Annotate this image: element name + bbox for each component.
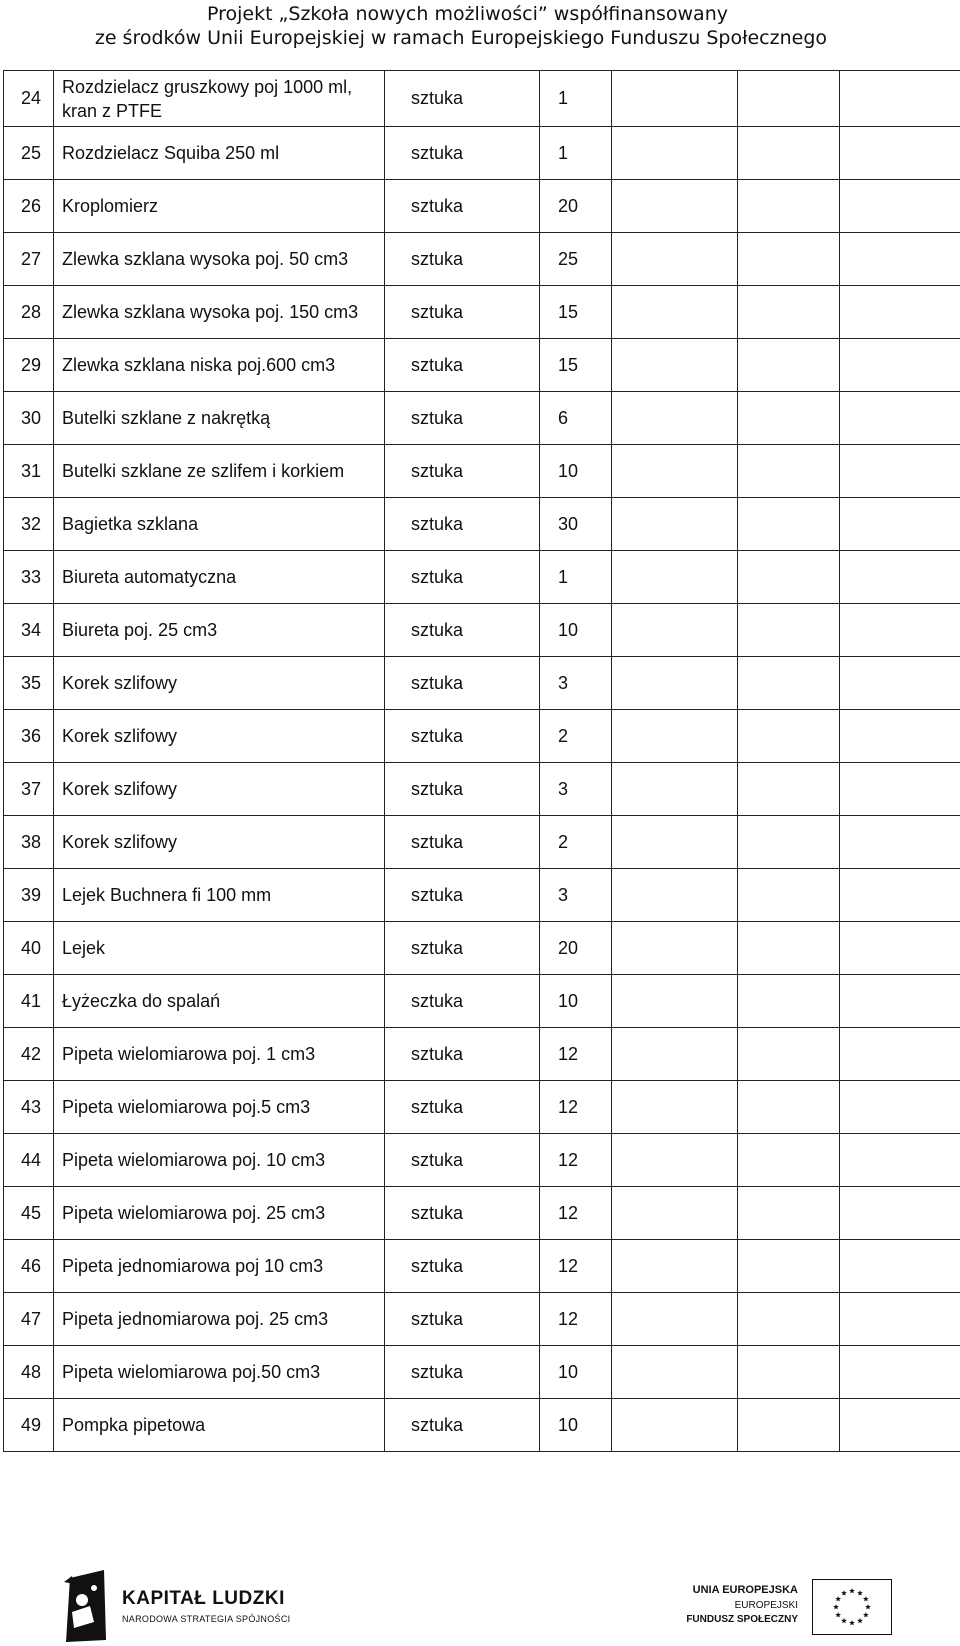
empty-cell: [612, 604, 738, 657]
item-quantity: 25: [540, 233, 612, 286]
empty-cell: [738, 975, 840, 1028]
item-unit: sztuka: [385, 392, 540, 445]
item-quantity: 1: [540, 551, 612, 604]
table-row: [4, 127, 960, 180]
item-number: 46: [4, 1240, 54, 1293]
table-row: [4, 922, 960, 975]
eu-flag-icon: [812, 1579, 892, 1635]
empty-cell: [840, 1028, 960, 1081]
item-number: 33: [4, 551, 54, 604]
table-row: [4, 657, 960, 710]
item-number: 42: [4, 1028, 54, 1081]
item-name: Pipeta jednomiarowa poj. 25 cm3: [54, 1293, 385, 1346]
empty-cell: [840, 763, 960, 816]
empty-cell: [840, 1134, 960, 1187]
item-unit: sztuka: [385, 1187, 540, 1240]
empty-cell: [840, 498, 960, 551]
empty-cell: [612, 127, 738, 180]
table-row: [4, 816, 960, 869]
empty-cell: [612, 392, 738, 445]
kapital-ludzki-title: KAPITAŁ LUDZKI: [122, 1588, 285, 1609]
item-name: Biureta poj. 25 cm3: [54, 604, 385, 657]
empty-cell: [840, 339, 960, 392]
empty-cell: [840, 922, 960, 975]
item-quantity: 3: [540, 763, 612, 816]
item-quantity: 12: [540, 1293, 612, 1346]
item-name: Korek szlifowy: [54, 763, 385, 816]
item-name: Korek szlifowy: [54, 816, 385, 869]
item-quantity: 1: [540, 127, 612, 180]
empty-cell: [612, 1028, 738, 1081]
empty-cell: [612, 1187, 738, 1240]
empty-cell: [738, 1293, 840, 1346]
empty-cell: [738, 922, 840, 975]
item-name: Zlewka szklana niska poj.600 cm3: [54, 339, 385, 392]
item-quantity: 2: [540, 710, 612, 763]
item-name: Zlewka szklana wysoka poj. 150 cm3: [54, 286, 385, 339]
empty-cell: [840, 710, 960, 763]
item-unit: sztuka: [385, 180, 540, 233]
empty-cell: [612, 180, 738, 233]
item-unit: sztuka: [385, 71, 540, 127]
empty-cell: [738, 816, 840, 869]
item-number: 32: [4, 498, 54, 551]
empty-cell: [738, 392, 840, 445]
empty-cell: [612, 233, 738, 286]
item-number: 38: [4, 816, 54, 869]
item-quantity: 20: [540, 180, 612, 233]
kapital-ludzki-emblem-icon: [60, 1570, 110, 1642]
empty-cell: [840, 657, 960, 710]
item-name: Rozdzielacz Squiba 250 ml: [54, 127, 385, 180]
table-row: [4, 180, 960, 233]
empty-cell: [840, 1187, 960, 1240]
item-name: Lejek: [54, 922, 385, 975]
item-unit: sztuka: [385, 498, 540, 551]
table-row: [4, 1293, 960, 1346]
item-number: 45: [4, 1187, 54, 1240]
item-number: 44: [4, 1134, 54, 1187]
table-row: [4, 1187, 960, 1240]
item-quantity: 15: [540, 339, 612, 392]
item-name-line-2: kran z PTFE: [62, 100, 163, 121]
item-unit: sztuka: [385, 1346, 540, 1399]
empty-cell: [612, 286, 738, 339]
item-name: Pompka pipetowa: [54, 1399, 385, 1452]
empty-cell: [840, 445, 960, 498]
table-row: [4, 71, 960, 127]
empty-cell: [612, 1240, 738, 1293]
empty-cell: [840, 392, 960, 445]
empty-cell: [738, 233, 840, 286]
empty-cell: [738, 1346, 840, 1399]
empty-cell: [612, 71, 738, 127]
item-unit: sztuka: [385, 1399, 540, 1452]
item-quantity: 3: [540, 657, 612, 710]
header-line-2: ze środków Unii Europejskiej w ramach Europejskiego Funduszu Społecznego: [94, 27, 827, 49]
item-quantity: 3: [540, 869, 612, 922]
item-name: Butelki szklane z nakrętką: [54, 392, 385, 445]
item-unit: sztuka: [385, 869, 540, 922]
item-number: 28: [4, 286, 54, 339]
item-number: 26: [4, 180, 54, 233]
item-name: Butelki szklane ze szlifem i korkiem: [54, 445, 385, 498]
item-number: 40: [4, 922, 54, 975]
table-row: [4, 1081, 960, 1134]
empty-cell: [612, 763, 738, 816]
item-name: Pipeta wielomiarowa poj.5 cm3: [54, 1081, 385, 1134]
item-name: Łyżeczka do spalań: [54, 975, 385, 1028]
empty-cell: [840, 1346, 960, 1399]
item-unit: sztuka: [385, 445, 540, 498]
empty-cell: [612, 975, 738, 1028]
empty-cell: [738, 1134, 840, 1187]
empty-cell: [840, 286, 960, 339]
item-unit: sztuka: [385, 1081, 540, 1134]
item-name: Korek szlifowy: [54, 657, 385, 710]
item-name: Pipeta wielomiarowa poj. 25 cm3: [54, 1187, 385, 1240]
empty-cell: [840, 127, 960, 180]
item-unit: sztuka: [385, 127, 540, 180]
table-row: [4, 975, 960, 1028]
item-name: [54, 71, 385, 127]
item-name: Pipeta wielomiarowa poj. 10 cm3: [54, 1134, 385, 1187]
item-name: Zlewka szklana wysoka poj. 50 cm3: [54, 233, 385, 286]
item-unit: sztuka: [385, 286, 540, 339]
item-quantity: 10: [540, 975, 612, 1028]
empty-cell: [738, 551, 840, 604]
item-name-line-1: Rozdzielacz gruszkowy poj 1000 ml,: [62, 76, 353, 97]
empty-cell: [840, 816, 960, 869]
item-unit: sztuka: [385, 551, 540, 604]
item-name: Pipeta wielomiarowa poj. 1 cm3: [54, 1028, 385, 1081]
item-quantity: 12: [540, 1187, 612, 1240]
empty-cell: [738, 445, 840, 498]
item-unit: sztuka: [385, 604, 540, 657]
item-number: 36: [4, 710, 54, 763]
kapital-ludzki-subtitle: NARODOWA STRATEGIA SPÓJNOŚCI: [122, 1614, 291, 1624]
table-row: [4, 551, 960, 604]
empty-cell: [612, 657, 738, 710]
empty-cell: [738, 710, 840, 763]
table-row: [4, 604, 960, 657]
table-row: [4, 1346, 960, 1399]
empty-cell: [840, 975, 960, 1028]
kapital-ludzki-logo: [60, 1570, 300, 1646]
item-unit: sztuka: [385, 710, 540, 763]
item-number: 35: [4, 657, 54, 710]
item-name: Kroplomierz: [54, 180, 385, 233]
item-name: Korek szlifowy: [54, 710, 385, 763]
item-unit: sztuka: [385, 975, 540, 1028]
eu-line-1: UNIA EUROPEJSKA: [692, 1584, 798, 1596]
item-quantity: 10: [540, 1346, 612, 1399]
table-row: [4, 339, 960, 392]
item-unit: sztuka: [385, 233, 540, 286]
empty-cell: [738, 498, 840, 551]
eu-line-2: EUROPEJSKI: [734, 1600, 798, 1611]
empty-cell: [612, 869, 738, 922]
empty-cell: [738, 1028, 840, 1081]
empty-cell: [840, 71, 960, 127]
empty-cell: [840, 1399, 960, 1452]
table-row: [4, 1028, 960, 1081]
item-quantity: 10: [540, 445, 612, 498]
empty-cell: [840, 604, 960, 657]
item-number: 47: [4, 1293, 54, 1346]
empty-cell: [840, 1293, 960, 1346]
item-number: 25: [4, 127, 54, 180]
equipment-table: [3, 70, 960, 1452]
item-number: 49: [4, 1399, 54, 1452]
empty-cell: [612, 1293, 738, 1346]
empty-cell: [738, 127, 840, 180]
empty-cell: [612, 498, 738, 551]
item-number: 37: [4, 763, 54, 816]
empty-cell: [840, 869, 960, 922]
item-quantity: 12: [540, 1081, 612, 1134]
empty-cell: [738, 763, 840, 816]
empty-cell: [738, 180, 840, 233]
item-unit: sztuka: [385, 1028, 540, 1081]
table-row: [4, 869, 960, 922]
item-unit: sztuka: [385, 339, 540, 392]
header-line-1: Projekt „Szkoła nowych możliwości” współfinansowany: [206, 3, 728, 25]
table-row: [4, 1134, 960, 1187]
table-row: [4, 1399, 960, 1452]
item-number: 29: [4, 339, 54, 392]
empty-cell: [612, 339, 738, 392]
empty-cell: [612, 1346, 738, 1399]
item-unit: sztuka: [385, 1293, 540, 1346]
item-quantity: 15: [540, 286, 612, 339]
item-name: Lejek Buchnera fi 100 mm: [54, 869, 385, 922]
empty-cell: [840, 180, 960, 233]
empty-cell: [612, 1134, 738, 1187]
item-name: Biureta automatyczna: [54, 551, 385, 604]
item-number: 34: [4, 604, 54, 657]
item-name: Pipeta wielomiarowa poj.50 cm3: [54, 1346, 385, 1399]
item-unit: sztuka: [385, 657, 540, 710]
empty-cell: [612, 551, 738, 604]
item-quantity: 10: [540, 604, 612, 657]
table-row: [4, 233, 960, 286]
empty-cell: [612, 816, 738, 869]
table-row: [4, 710, 960, 763]
empty-cell: [738, 1187, 840, 1240]
empty-cell: [738, 286, 840, 339]
item-number: 43: [4, 1081, 54, 1134]
item-name: Pipeta jednomiarowa poj 10 cm3: [54, 1240, 385, 1293]
empty-cell: [612, 922, 738, 975]
table-row: [4, 392, 960, 445]
table-row: [4, 286, 960, 339]
empty-cell: [738, 339, 840, 392]
empty-cell: [612, 710, 738, 763]
empty-cell: [612, 1081, 738, 1134]
item-number: 24: [4, 71, 54, 127]
empty-cell: [612, 445, 738, 498]
item-unit: sztuka: [385, 763, 540, 816]
item-unit: sztuka: [385, 816, 540, 869]
item-quantity: 10: [540, 1399, 612, 1452]
empty-cell: [738, 869, 840, 922]
item-quantity: 12: [540, 1134, 612, 1187]
item-unit: sztuka: [385, 1240, 540, 1293]
item-quantity: 20: [540, 922, 612, 975]
item-unit: sztuka: [385, 1134, 540, 1187]
table-row: [4, 445, 960, 498]
empty-cell: [612, 1399, 738, 1452]
item-quantity: 12: [540, 1028, 612, 1081]
item-unit: sztuka: [385, 922, 540, 975]
empty-cell: [738, 1240, 840, 1293]
item-quantity: 2: [540, 816, 612, 869]
item-number: 31: [4, 445, 54, 498]
empty-cell: [738, 1081, 840, 1134]
item-number: 48: [4, 1346, 54, 1399]
item-number: 41: [4, 975, 54, 1028]
eu-logo: [686, 1580, 890, 1646]
eu-line-3: FUNDUSZ SPOŁECZNY: [686, 1614, 798, 1625]
empty-cell: [738, 657, 840, 710]
empty-cell: [840, 1240, 960, 1293]
empty-cell: [738, 1399, 840, 1452]
item-quantity: 6: [540, 392, 612, 445]
empty-cell: [840, 551, 960, 604]
item-quantity: 30: [540, 498, 612, 551]
empty-cell: [840, 1081, 960, 1134]
item-quantity: 12: [540, 1240, 612, 1293]
empty-cell: [738, 71, 840, 127]
empty-cell: [840, 233, 960, 286]
empty-cell: [738, 604, 840, 657]
item-number: 30: [4, 392, 54, 445]
item-number: 39: [4, 869, 54, 922]
item-quantity: 1: [540, 71, 612, 127]
table-row: [4, 1240, 960, 1293]
item-name: Bagietka szklana: [54, 498, 385, 551]
table-row: [4, 498, 960, 551]
item-number: 27: [4, 233, 54, 286]
table-row: [4, 763, 960, 816]
